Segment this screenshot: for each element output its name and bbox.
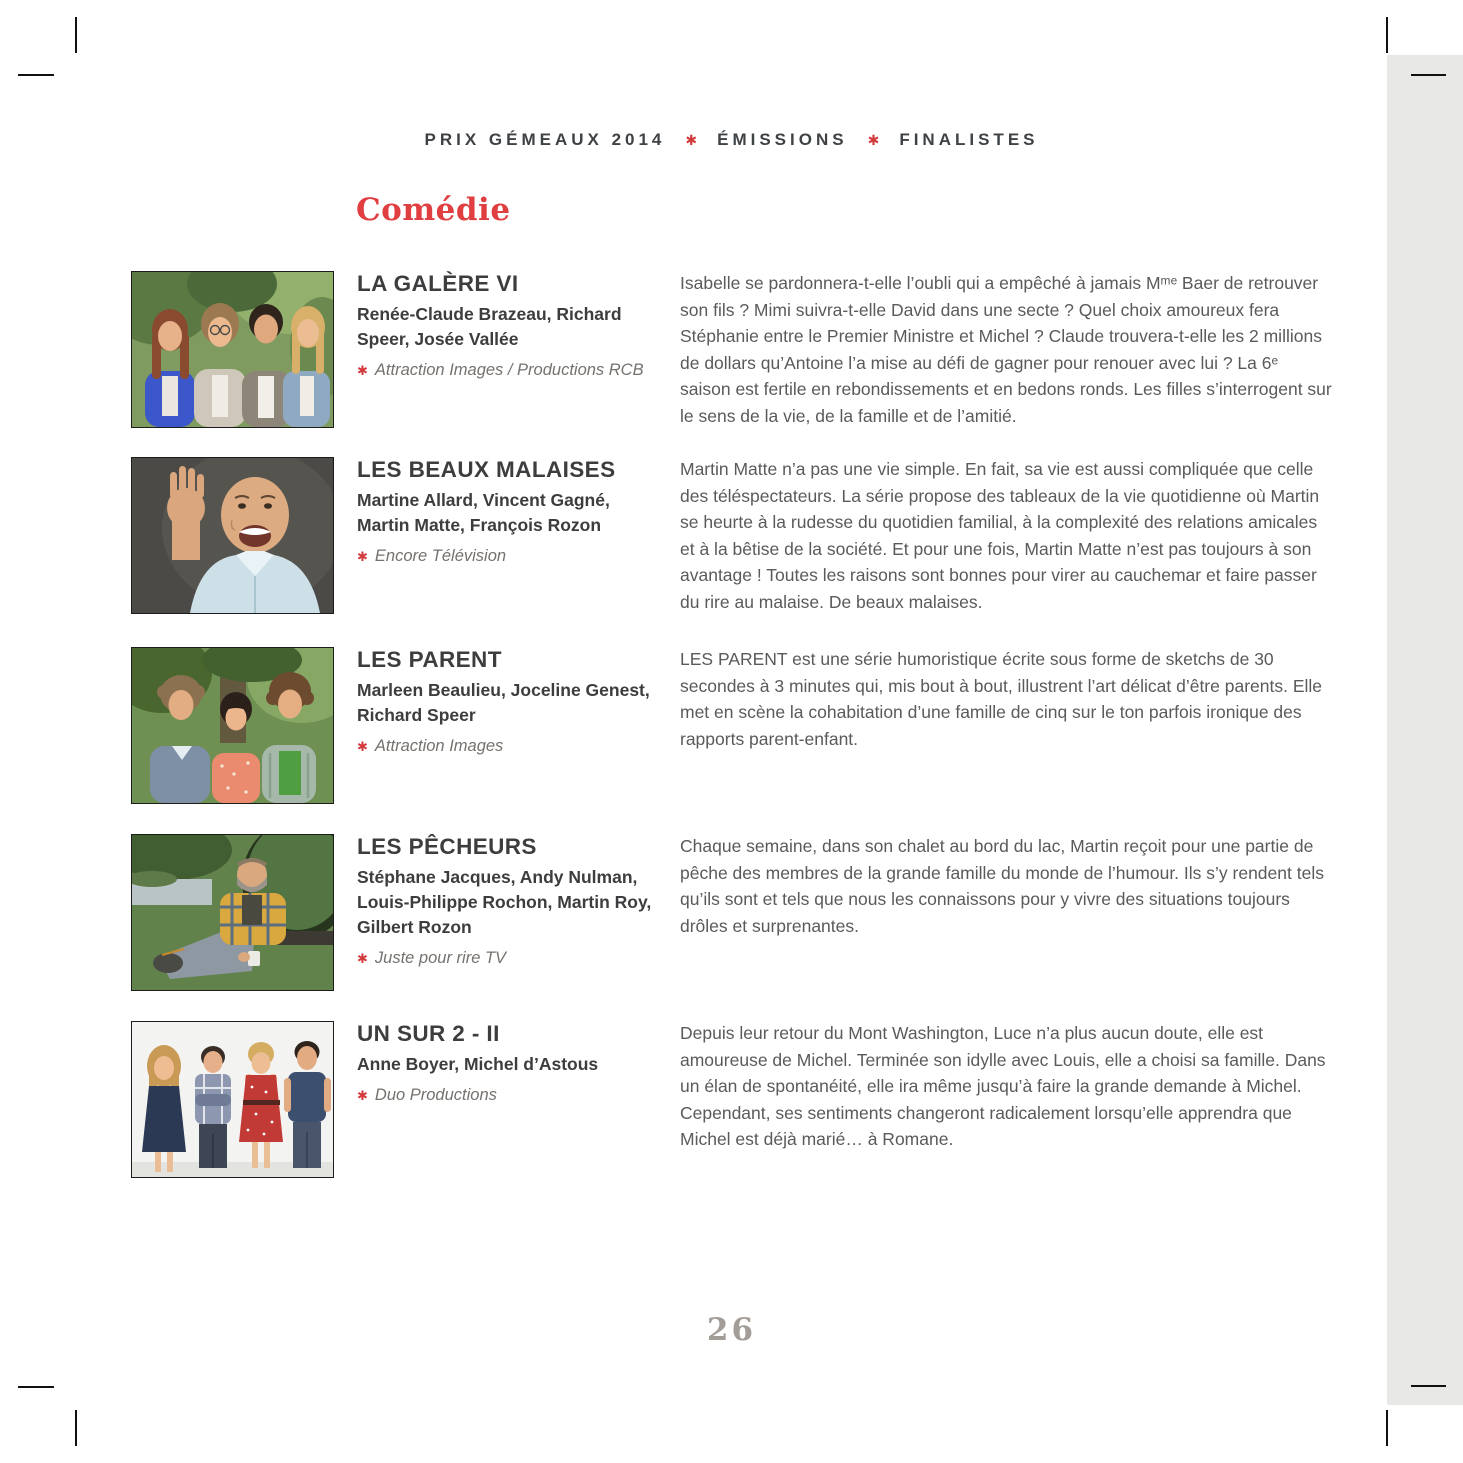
- asterisk-icon: ✱: [357, 951, 368, 966]
- photo-la-galere-vi: [131, 271, 334, 428]
- section-title: Comédie: [356, 192, 511, 228]
- cast-photo-illustration: [132, 458, 333, 613]
- entry-production: [357, 359, 665, 382]
- header-event: PRIX GÉMEAUX 2014: [424, 130, 666, 149]
- entry-description: Chaque semaine, dans son chalet au bord du lac, Martin reçoit pour une partie de pêche des membres de la grande famille du monde de l’humour. Ils s’y rendent tels qu’ils sont et tels que nous les connaissons pour y vivre des situations toujours drôles et surprenantes.: [680, 836, 1324, 936]
- page-header: [0, 130, 1463, 150]
- production-name: Juste pour rire TV: [374, 949, 507, 967]
- entry-description: Martin Matte n’a pas une vie simple. En fait, sa vie est aussi compliquée que celle des téléspectateurs. La série propose des tableaux de la vie quotidienne où Martin se heurte à la rudesse du quotidien familial, à la complexité des relations amicales et à la bêtise de la société. Et pour une fois, Martin Matte n’est pas toujours à son avantage ! Toutes les raisons sont bonnes pour virer au cauchemar et faire passer du rire au malaise. De beaux malaises.: [680, 459, 1320, 612]
- entry-title: LES BEAUX MALAISES: [357, 457, 616, 482]
- entry-credits: Stéphane Jacques, Andy Nulman, Louis-Philippe Rochon, Martin Roy, Gilbert Rozon: [357, 867, 652, 937]
- cast-photo-illustration: [132, 272, 333, 427]
- entry-title: LA GALÈRE VI: [357, 271, 519, 296]
- production-name: Attraction Images: [374, 737, 504, 755]
- crop-mark-bottom-right-v: [1386, 1410, 1388, 1446]
- entry-production: [357, 545, 665, 568]
- crop-mark-top-left-v: [75, 17, 77, 53]
- cast-photo-illustration: [132, 835, 333, 990]
- header-section: ÉMISSIONS: [717, 130, 848, 149]
- entry-title: LES PARENT: [357, 647, 502, 672]
- photo-les-pecheurs: [131, 834, 334, 991]
- cast-photo-illustration: [132, 1022, 333, 1177]
- asterisk-icon: ✱: [357, 363, 368, 378]
- crop-mark-bottom-left-v: [75, 1410, 77, 1446]
- asterisk-icon: ✱: [685, 131, 698, 148]
- entry-production: [357, 1084, 665, 1107]
- entry-description: LES PARENT est une série humoristique écrite sous forme de sketchs de 30 secondes à 3 minutes qui, mis bout à bout, illustrent l’art délicat d’être parents. Elle met en scène la cohabitation d’une famille de cinq sur le ton parfois ironique des rapports parent-enfant.: [680, 649, 1323, 749]
- entry-description: Isabelle se pardonnera-t-elle l’oubli qui a empêché à jamais Mᵐᵉ Baer de retrouver son fils ? Mimi suivra-t-elle David dans une secte ? Quel choix amoureux fera Stéphanie entre le Premier Ministre et Michel ? Claude trouvera-t-elle les 2 millions de dollars qu’Antoine l’a mise au défi de gagner pour renouer avec lui ? La 6ᵉ saison est fertile en rebondissements et en bedons ronds. Les filles s’interrogent sur le sens de la vie, de la famille et de l’amitié.: [680, 273, 1332, 426]
- header-subsection: FINALISTES: [899, 130, 1039, 149]
- production-name: Encore Télévision: [374, 547, 507, 565]
- crop-mark-bottom-left-h: [18, 1386, 54, 1388]
- entry-description: Depuis leur retour du Mont Washington, Luce n’a plus aucun doute, elle est amoureuse de Michel. Terminée son idylle avec Louis, elle a choisi sa famille. Dans un élan de spontanéité, elle ira même jusqu’à faire la grande demande à Michel. Cependant, ses sentiments changeront radicalement lorsqu’elle apprendra que Michel est déjà marié… à Romane.: [680, 1023, 1326, 1149]
- entry-production: [357, 947, 665, 970]
- crop-mark-top-left-h: [18, 74, 54, 76]
- entry-production: [357, 735, 665, 758]
- entry-credits: Martine Allard, Vincent Gagné, Martin Matte, François Rozon: [357, 490, 610, 535]
- production-name: Attraction Images / Productions RCB: [374, 361, 644, 379]
- asterisk-icon: ✱: [357, 1088, 368, 1103]
- photo-les-parent: [131, 647, 334, 804]
- entry-title: LES PÊCHEURS: [357, 834, 537, 859]
- registration-line-top: [1411, 74, 1446, 76]
- entry-credits: Renée-Claude Brazeau, Richard Speer, Josée Vallée: [357, 304, 622, 349]
- registration-line-bottom: [1411, 1385, 1446, 1387]
- asterisk-icon: ✱: [867, 131, 880, 148]
- asterisk-icon: ✱: [357, 739, 368, 754]
- print-sidebar: [1387, 55, 1463, 1405]
- photo-un-sur-2: [131, 1021, 334, 1178]
- entry-credits: Marleen Beaulieu, Joceline Genest, Richard Speer: [357, 680, 650, 725]
- page-number: 26: [706, 1312, 757, 1348]
- entry-credits: Anne Boyer, Michel d’Astous: [357, 1054, 599, 1074]
- asterisk-icon: ✱: [357, 549, 368, 564]
- entry-title: UN SUR 2 - II: [357, 1021, 500, 1046]
- production-name: Duo Productions: [374, 1086, 497, 1104]
- photo-les-beaux-malaises: [131, 457, 334, 614]
- crop-mark-top-right-v: [1386, 17, 1388, 53]
- cast-photo-illustration: [132, 648, 333, 803]
